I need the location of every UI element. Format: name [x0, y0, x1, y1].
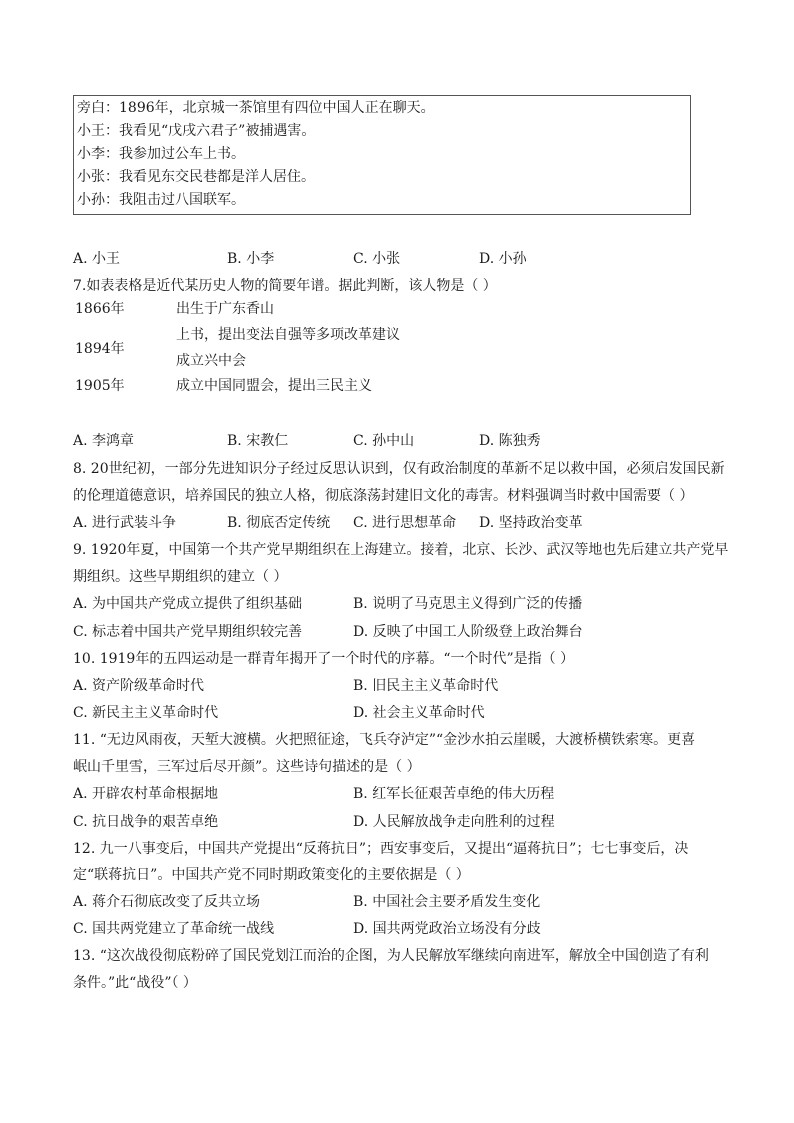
q12-stem-line: 定“联蒋抗日”。中国共产党不同时期政策变化的主要依据是（ ） [73, 867, 470, 883]
q7-year: 1905年 [75, 378, 125, 394]
q6-option-a[interactable]: A. 小王 [73, 251, 121, 267]
q9-stem-line: 9. 1920年夏，中国第一个共产党早期组织在上海建立。接着，北京、长沙、武汉等地也先后建立共产党早 [73, 542, 729, 558]
q8-stem-line: 的伦理道德意识，培养国民的独立人格，彻底涤荡封建旧文化的毒害。材料强调当时救中国需要（ ） [73, 488, 694, 504]
q11-option-a[interactable]: A. 开辟农村革命根据地 [73, 786, 219, 802]
q9-stem-line: 期组织。这些早期组织的建立（ ） [73, 569, 288, 585]
q7-event: 出生于广东香山 [176, 301, 274, 317]
q8-option-c[interactable]: C. 进行思想革命 [353, 515, 457, 531]
q8-option-b[interactable]: B. 彻底否定传统 [227, 515, 331, 531]
q6-option-d[interactable]: D. 小孙 [479, 251, 527, 267]
dialog-box [73, 95, 691, 215]
q9-option-a[interactable]: A. 为中国共产党成立提供了组织基础 [73, 596, 303, 612]
q8-stem-line: 8. 20世纪初，一部分先进知识分子经过反思认识到，仅有政治制度的革新不足以救中国，必须启发国民新 [73, 461, 725, 477]
q11-option-d[interactable]: D. 人民解放战争走向胜利的过程 [353, 814, 555, 830]
dialog-line: 旁白：1896年，北京城一茶馆里有四位中国人正在聊天。 [77, 100, 435, 116]
q10-option-d[interactable]: D. 社会主义革命时代 [353, 705, 485, 721]
q12-option-a[interactable]: A. 蒋介石彻底改变了反共立场 [73, 894, 261, 910]
dialog-line: 小孙：我阻击过八国联军。 [77, 192, 245, 208]
q6-option-c[interactable]: C. 小张 [353, 251, 401, 267]
q10-option-c[interactable]: C. 新民主主义革命时代 [73, 705, 219, 721]
q7-option-d[interactable]: D. 陈独秀 [479, 433, 541, 449]
dialog-line: 小张：我看见东交民巷都是洋人居住。 [77, 169, 315, 185]
q7-event: 成立中国同盟会，提出三民主义 [176, 378, 372, 394]
q10-stem-line: 10. 1919年的五四运动是一群青年揭开了一个时代的序幕。“一个时代”是指（ ） [73, 651, 575, 667]
q13-stem-line: 13. “这次战役彻底粉碎了国民党划江而治的企图，为人民解放军继续向南进军，解放全中国创造了有利 [73, 948, 709, 964]
q7-stem: 7.如表表格是近代某历史人物的简要年谱。据此判断，该人物是（ ） [73, 278, 497, 294]
q11-option-c[interactable]: C. 抗日战争的艰苦卓绝 [73, 814, 219, 830]
q11-option-b[interactable]: B. 红军长征艰苦卓绝的伟大历程 [353, 786, 555, 802]
q7-option-b[interactable]: B. 宋教仁 [227, 433, 289, 449]
dialog-line: 小王：我看见“戊戌六君子”被捕遇害。 [77, 123, 316, 139]
q12-option-b[interactable]: B. 中国社会主要矛盾发生变化 [353, 894, 541, 910]
q12-option-c[interactable]: C. 国共两党建立了革命统一战线 [73, 921, 275, 937]
q11-stem-line: 11. “无边风雨夜，天堑大渡横。火把照征途，飞兵夺泸定”“金沙水拍云崖暖，大渡桥横铁索寒。更喜 [73, 732, 696, 748]
q12-stem-line: 12. 九一八事变后，中国共产党提出“反蒋抗日”；西安事变后，又提出“逼蒋抗日”；七七事变后，决 [73, 841, 689, 857]
q9-option-b[interactable]: B. 说明了马克思主义得到广泛的传播 [353, 596, 583, 612]
q12-option-d[interactable]: D. 国共两党政治立场没有分歧 [353, 921, 541, 937]
q7-year: 1894年 [75, 341, 125, 357]
q9-option-c[interactable]: C. 标志着中国共产党早期组织较完善 [73, 624, 303, 640]
q10-option-b[interactable]: B. 旧民主主义革命时代 [353, 678, 499, 694]
q11-stem-line: 岷山千里雪，三军过后尽开颜”。这些诗句描述的是（ ） [73, 759, 421, 775]
q8-option-d[interactable]: D. 坚持政治变革 [479, 515, 583, 531]
q6-option-b[interactable]: B. 小李 [227, 251, 275, 267]
q7-option-c[interactable]: C. 孙中山 [353, 433, 415, 449]
q7-event: 上书，提出变法自强等多项改革建议 [176, 327, 400, 343]
q7-option-a[interactable]: A. 李鸿章 [73, 433, 135, 449]
q8-option-a[interactable]: A. 进行武装斗争 [73, 515, 177, 531]
q10-option-a[interactable]: A. 资产阶级革命时代 [73, 678, 205, 694]
q13-stem-line: 条件。”此“战役”（ ） [73, 975, 197, 991]
q7-year: 1866年 [75, 301, 125, 317]
q9-option-d[interactable]: D. 反映了中国工人阶级登上政治舞台 [353, 624, 583, 640]
dialog-line: 小李：我参加过公车上书。 [77, 146, 245, 162]
q7-event: 成立兴中会 [176, 353, 246, 369]
